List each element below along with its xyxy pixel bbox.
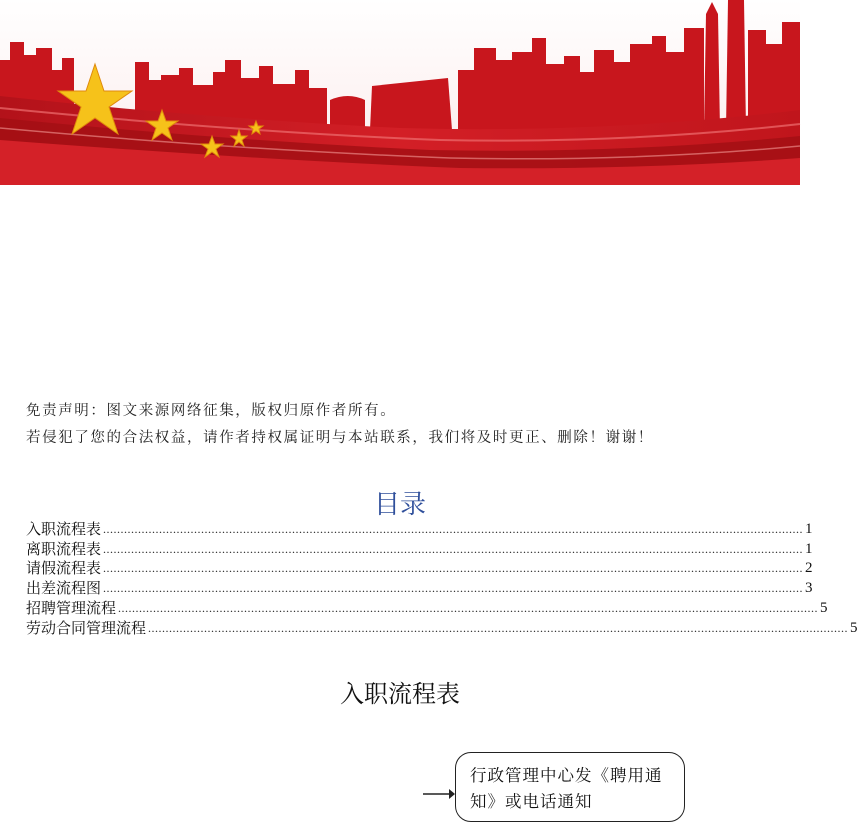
toc-entry-label: 出差流程图 [26,579,102,598]
toc-leader-dots: ........................................................................................................................................................................................................ [103,581,804,596]
toc-entry-page: 1 [805,520,813,537]
toc-entry-label: 入职流程表 [26,519,102,538]
toc-entry[interactable] [26,519,813,539]
disclaimer-line-2: 若侵犯了您的合法权益，请作者持权属证明与本站联系，我们将及时更正、删除！谢谢！ [26,430,654,446]
toc-leader-dots: ........................................................................................................................................................................................................ [103,561,804,576]
flowchart-step-text: 行政管理中心发《聘用通知》或电话通知 [470,766,663,811]
toc-entry-label: 离职流程表 [26,539,102,558]
section-title: 入职流程表 [340,680,460,708]
toc-entry[interactable] [26,559,813,579]
toc-entry-label: 招聘管理流程 [26,598,117,617]
toc-entry[interactable] [26,539,813,559]
header-banner [0,0,800,185]
toc-entry-page: 3 [805,580,813,597]
toc-entry-label: 请假流程表 [26,559,102,578]
toc-entry[interactable] [26,598,828,618]
toc-leader-dots: ........................................................................................................................................................................................................ [148,620,849,635]
toc-leader-dots: ........................................................................................................................................................................................................ [118,600,819,615]
toc-entry[interactable] [26,618,858,638]
toc-title: 目录 [373,490,426,520]
disclaimer [26,398,654,452]
toc-entry-page: 2 [805,560,813,577]
toc-entry-page: 5 [820,599,828,616]
toc-entry[interactable] [26,578,813,598]
toc-entry-page: 5 [850,619,858,636]
disclaimer-line-1: 免责声明：图文来源网络征集，版权归原作者所有。 [26,403,397,419]
skyline-banner-graphic [0,0,800,185]
toc-entry-label: 劳动合同管理流程 [26,618,147,637]
table-of-contents [26,519,858,638]
flow-connector-arrow [423,788,455,800]
flowchart-step-box [455,752,685,822]
toc-leader-dots: ........................................................................................................................................................................................................ [103,541,804,556]
toc-leader-dots: ........................................................................................................................................................................................................ [103,521,804,536]
toc-entry-page: 1 [805,540,813,557]
